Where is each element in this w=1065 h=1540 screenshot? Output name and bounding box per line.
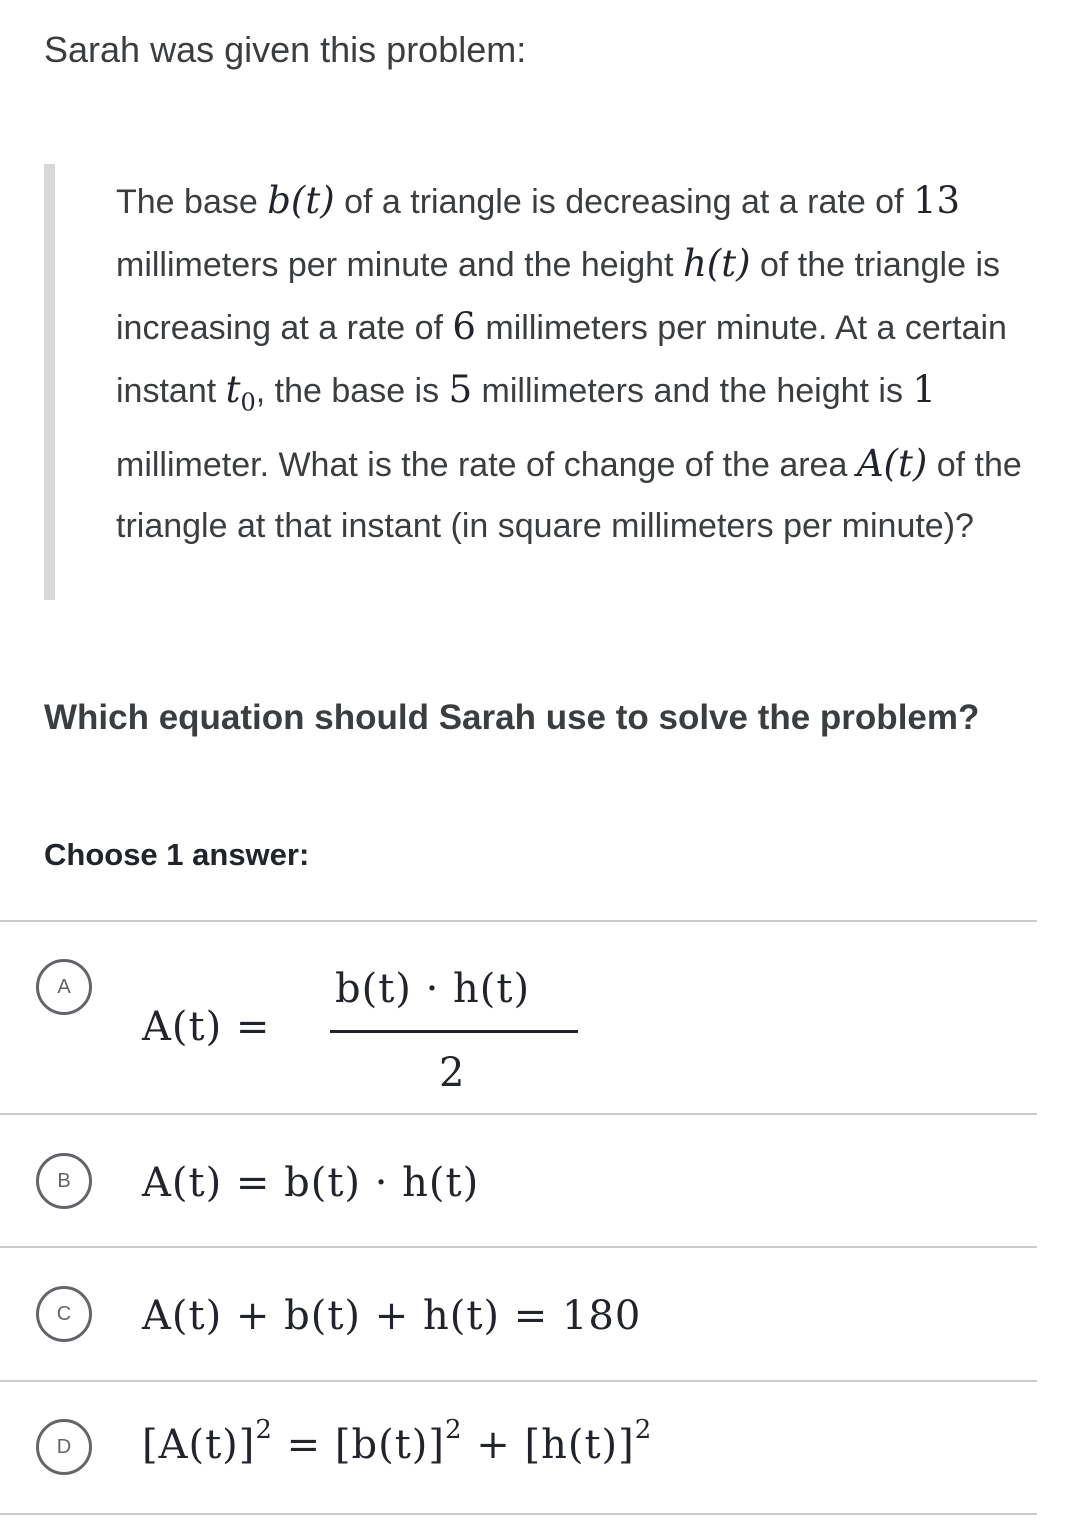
choice-d-radio[interactable]: D (36, 1419, 92, 1475)
problem-text: The base b(t) of a triangle is decreasing at a rate of 13 millimeters per minute and the height h(t) of the triangle is increasing at a rate of 6 millimeters per minute. At a certain instant $t_0$, the base is 5 millimeters and the height is 1 millimeter. What is the rate of change of the area A(t) of the triangle at that instant (in square millimeters per minute)? (116, 179, 1022, 546)
choose-label: Choose 1 answer: (44, 837, 310, 872)
choice-c-radio[interactable]: C (36, 1286, 92, 1342)
choice-a-numerator: b(t) · h(t) (335, 966, 531, 1012)
choice-d-equation: $[A(t)]^2 = [b(t)]^2 + [h(t)]^2$ (142, 1415, 653, 1468)
question-text: Which equation should Sarah use to solve the problem? (44, 698, 980, 737)
math-a-t: A(t) (856, 442, 928, 486)
math-base-value: 5 (448, 368, 473, 411)
choice-b-equation: A(t) = b(t) · h(t) (142, 1160, 480, 1206)
math-b-t: b(t) (267, 179, 335, 222)
choice-a-lhs: A(t) = (142, 1004, 271, 1050)
divider (0, 1513, 1037, 1515)
choice-a-radio[interactable]: A (36, 959, 92, 1015)
math-height-value: 1 (912, 368, 936, 411)
choice-b-radio[interactable]: B (36, 1153, 92, 1209)
problem-blockquote (44, 164, 1034, 600)
math-t0: $t_0$ (225, 368, 256, 417)
choice-a-denominator: 2 (439, 1050, 465, 1096)
math-rate-b: 13 (913, 179, 961, 222)
choice-a-fraction-bar (330, 1030, 578, 1033)
choice-c-equation: A(t) + b(t) + h(t) = 180 (142, 1293, 642, 1339)
math-h-t: h(t) (682, 242, 751, 285)
intro-text: Sarah was given this problem: (44, 29, 527, 70)
math-rate-h: 6 (452, 305, 476, 348)
